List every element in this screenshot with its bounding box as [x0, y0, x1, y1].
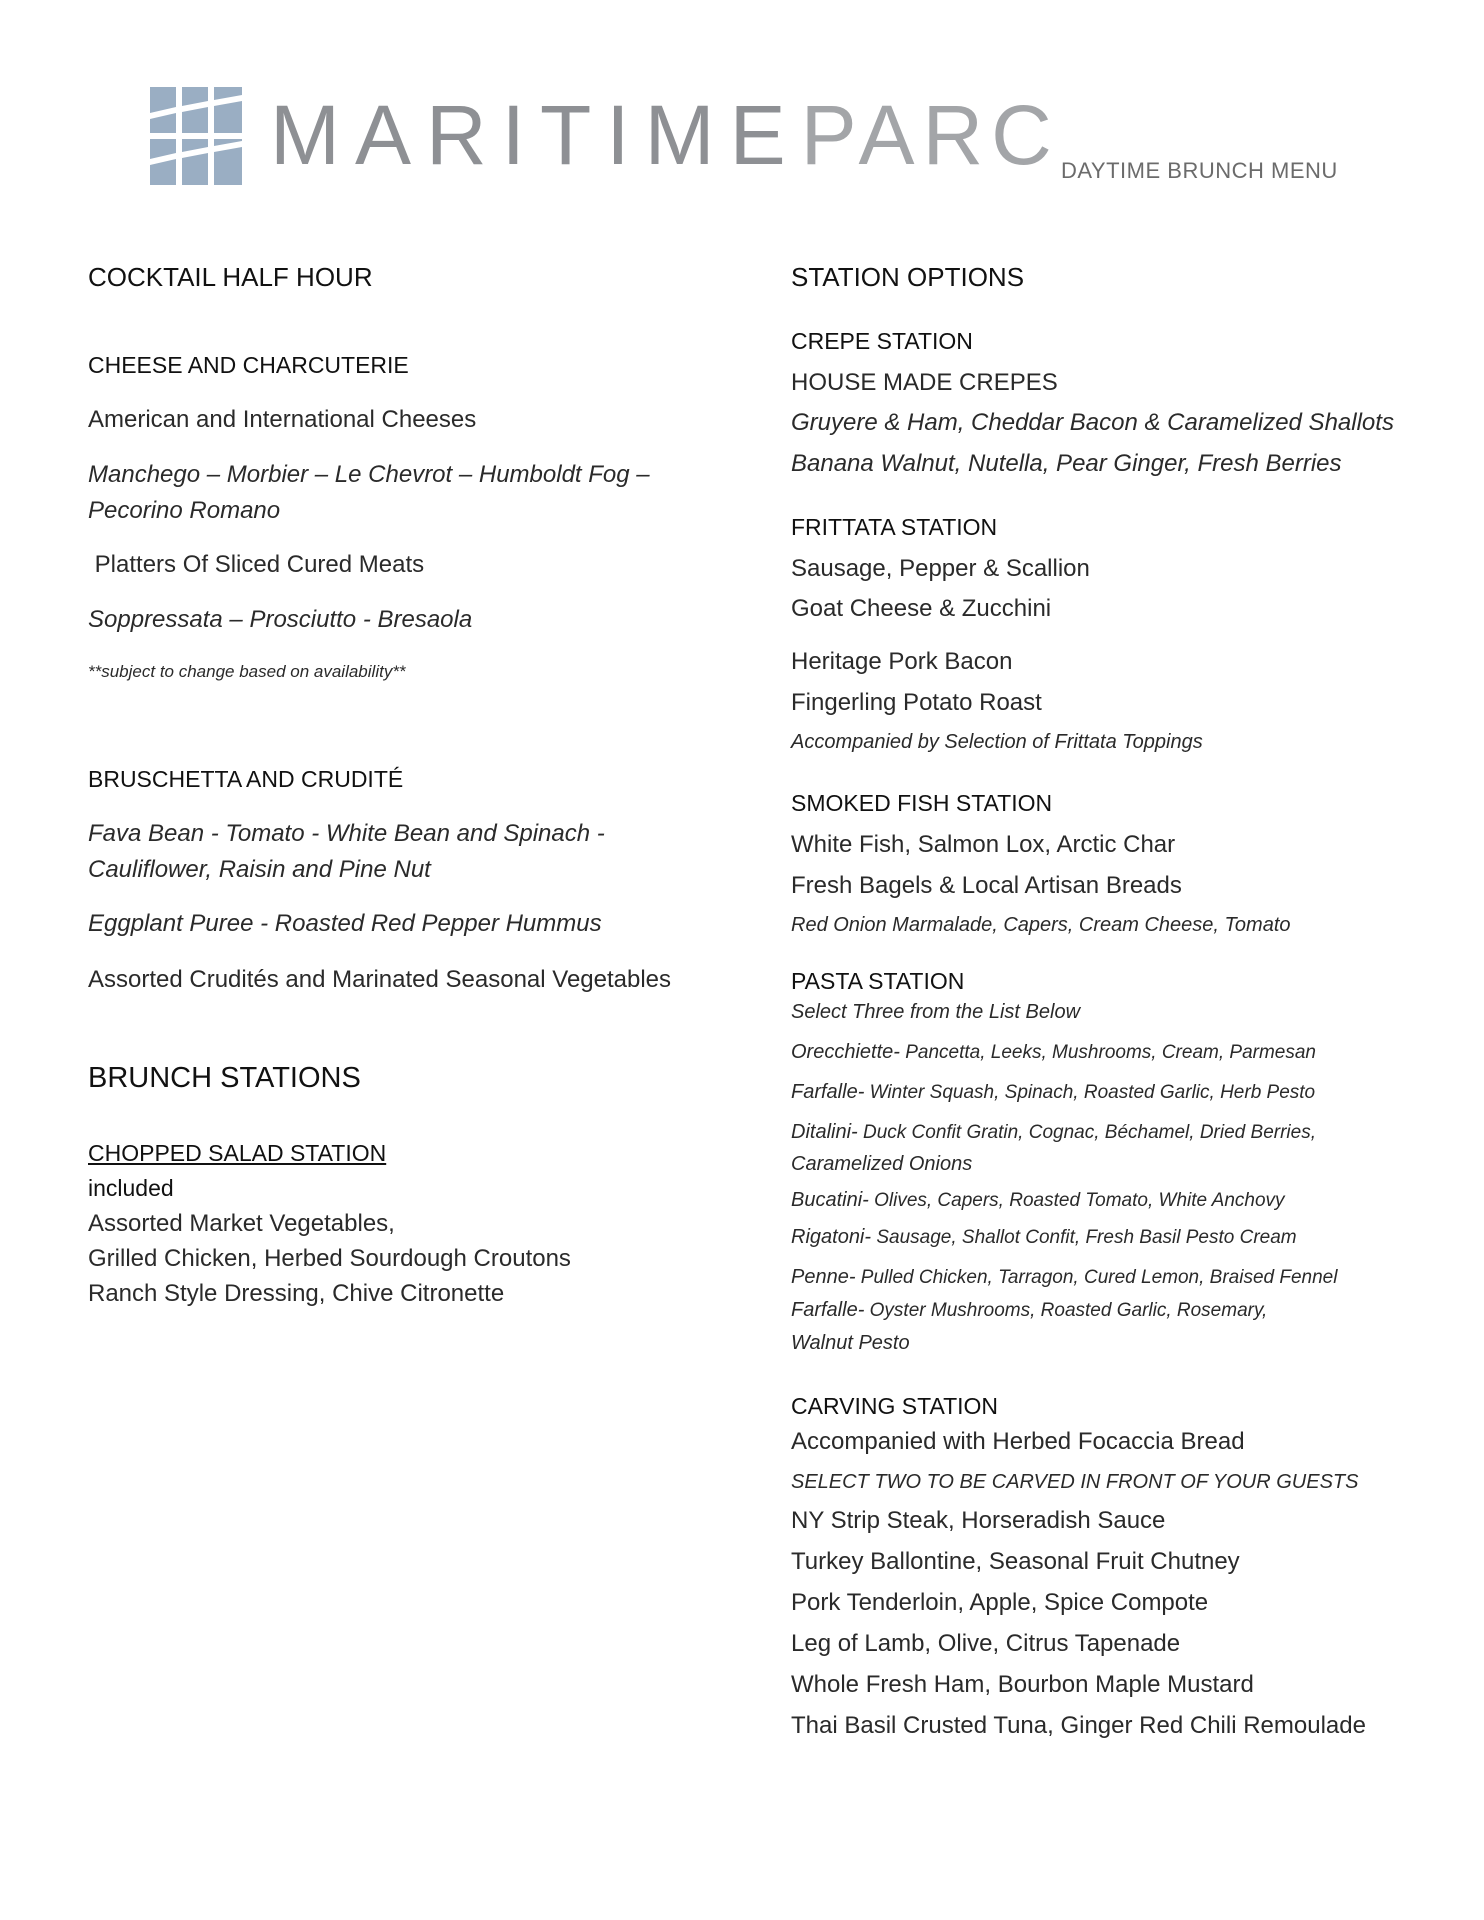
station-options-title: STATION OPTIONS [791, 262, 1025, 292]
logo-wordmark [270, 85, 1060, 185]
frittata-item-4: Fingerling Potato Roast [791, 689, 1042, 716]
carving-title: CARVING STATION [791, 1393, 999, 1419]
salad-included: included [88, 1175, 174, 1201]
carving-note: SELECT TWO TO BE CARVED IN FRONT OF YOUR GUESTS [791, 1471, 1359, 1493]
logo-text-parc: PARC [800, 88, 1060, 182]
carving-bread: Accompanied with Herbed Focaccia Bread [791, 1428, 1245, 1455]
pasta-item-7-cont: Walnut Pesto [791, 1332, 910, 1354]
salad-line-3: Ranch Style Dressing, Chive Citronette [88, 1280, 505, 1307]
pasta-item-7 [791, 1299, 1267, 1322]
salad-line-1: Assorted Market Vegetables, [88, 1210, 395, 1237]
pasta-item-4-desc: Olives, Capers, Roasted Tomato, White Anchovy [868, 1190, 1285, 1211]
pasta-item-7-name: Farfalle- [791, 1299, 865, 1321]
carving-item-5: Whole Fresh Ham, Bourbon Maple Mustard [791, 1671, 1254, 1698]
maritime-parc-logo-icon [150, 87, 242, 185]
carving-item-6: Thai Basil Crusted Tuna, Ginger Red Chili Remoulade [791, 1712, 1366, 1739]
pasta-note: Select Three from the List Below [791, 1001, 1081, 1023]
pasta-item-6-name: Penne- [791, 1266, 856, 1288]
carving-item-2: Turkey Ballontine, Seasonal Fruit Chutney [791, 1548, 1240, 1575]
pasta-item-5-name: Rigatoni- [791, 1226, 872, 1248]
pasta-item-7-desc: Oyster Mushrooms, Roasted Garlic, Rosemary, [864, 1300, 1268, 1321]
pasta-item-1-desc: Pancetta, Leeks, Mushrooms, Cream, Parmesan [899, 1042, 1316, 1063]
crepe-sweet: Banana Walnut, Nutella, Pear Ginger, Fresh Berries [791, 450, 1342, 477]
fish-item-1: White Fish, Salmon Lox, Arctic Char [791, 831, 1176, 858]
carving-item-4: Leg of Lamb, Olive, Citrus Tapenade [791, 1630, 1181, 1657]
crepe-title: CREPE STATION [791, 328, 973, 354]
salad-line-2: Grilled Chicken, Herbed Sourdough Croutons [88, 1245, 571, 1272]
pasta-item-3 [791, 1121, 1316, 1144]
bruschetta-title: BRUSCHETTA AND CRUDITÉ [88, 766, 404, 792]
availability-note: **subject to change based on availability** [88, 662, 406, 681]
salad-title: CHOPPED SALAD STATION [88, 1140, 387, 1166]
pasta-item-2 [791, 1081, 1315, 1104]
cheese-title: CHEESE AND CHARCUTERIE [88, 352, 409, 378]
fish-item-2: Fresh Bagels & Local Artisan Breads [791, 872, 1182, 899]
meats-intro: Platters Of Sliced Cured Meats [88, 551, 425, 578]
bruschetta-list-line-2: Cauliflower, Raisin and Pine Nut [88, 856, 431, 883]
pasta-item-1 [791, 1041, 1316, 1064]
cheese-list-line-1: Manchego – Morbier – Le Chevrot – Humboldt Fog – [88, 461, 650, 488]
pasta-item-2-name: Farfalle- [791, 1081, 865, 1103]
pasta-item-4-name: Bucatini- [791, 1189, 869, 1211]
pasta-title: PASTA STATION [791, 968, 965, 994]
fish-note: Red Onion Marmalade, Capers, Cream Cheese, Tomato [791, 914, 1291, 936]
pasta-item-3-cont: Caramelized Onions [791, 1153, 973, 1175]
carving-item-1: NY Strip Steak, Horseradish Sauce [791, 1507, 1166, 1534]
pasta-item-5-desc: Sausage, Shallot Confit, Fresh Basil Pesto Cream [871, 1227, 1297, 1248]
carving-item-3: Pork Tenderloin, Apple, Spice Compote [791, 1589, 1209, 1616]
frittata-item-2: Goat Cheese & Zucchini [791, 595, 1052, 622]
pasta-item-1-name: Orecchiette- [791, 1041, 900, 1063]
cheese-list-line-2: Pecorino Romano [88, 497, 281, 524]
fish-title: SMOKED FISH STATION [791, 790, 1053, 816]
crepe-savory: Gruyere & Ham, Cheddar Bacon & Caramelized Shallots [791, 409, 1394, 436]
frittata-note: Accompanied by Selection of Frittata Toppings [791, 731, 1203, 753]
brunch-stations-title: BRUNCH STATIONS [88, 1062, 361, 1094]
pasta-item-4 [791, 1189, 1285, 1212]
pasta-item-3-desc: Duck Confit Gratin, Cognac, Béchamel, Dried Berries, [857, 1122, 1316, 1143]
pasta-item-6 [791, 1266, 1337, 1289]
frittata-item-3: Heritage Pork Bacon [791, 648, 1013, 675]
pasta-item-3-name: Ditalini- [791, 1121, 858, 1143]
crepe-house: HOUSE MADE CREPES [791, 369, 1058, 396]
bruschetta-list-line-3: Eggplant Puree - Roasted Red Pepper Hummus [88, 910, 602, 937]
cheese-intro: American and International Cheeses [88, 406, 477, 433]
frittata-item-1: Sausage, Pepper & Scallion [791, 555, 1090, 582]
pasta-item-6-desc: Pulled Chicken, Tarragon, Cured Lemon, Braised Fennel [855, 1267, 1338, 1288]
cocktail-title: COCKTAIL HALF HOUR [88, 262, 373, 292]
pasta-item-5 [791, 1226, 1297, 1249]
logo-text-maritime: MARITIME [270, 88, 801, 182]
pasta-item-2-desc: Winter Squash, Spinach, Roasted Garlic, Herb Pesto [864, 1082, 1316, 1103]
document-type: DAYTIME BRUNCH MENU [1061, 158, 1338, 183]
meats-list: Soppressata – Prosciutto - Bresaola [88, 606, 473, 633]
bruschetta-list-line-1: Fava Bean - Tomato - White Bean and Spinach - [88, 820, 605, 847]
frittata-title: FRITTATA STATION [791, 514, 998, 540]
crudites: Assorted Crudités and Marinated Seasonal Vegetables [88, 966, 672, 993]
